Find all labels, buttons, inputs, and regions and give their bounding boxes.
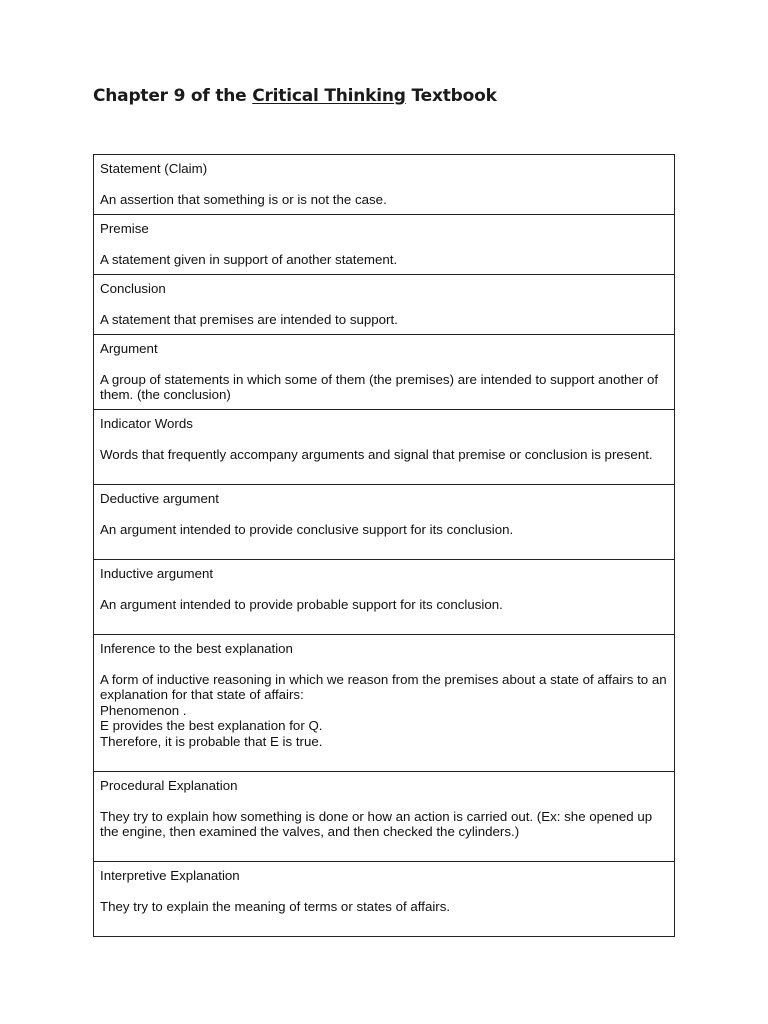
term-label: Premise <box>100 221 149 236</box>
term-label: Procedural Explanation <box>100 778 238 793</box>
table-cell <box>94 772 675 862</box>
term-definition: An argument intended to provide probable support for its conclusion. <box>100 596 503 612</box>
term-label: Inductive argument <box>100 566 214 581</box>
table-cell <box>94 215 675 275</box>
table-cell <box>94 560 675 635</box>
term-label: Deductive argument <box>100 491 219 506</box>
term-definition: They try to explain how something is done or how an action is carried out. (Ex: she opened up the engine, then examined the valves, and then checked the cylinders.) <box>100 808 653 839</box>
table-cell <box>94 335 675 410</box>
term-label: Indicator Words <box>100 416 193 431</box>
term-definition: They try to explain the meaning of terms or states of affairs. <box>100 898 451 914</box>
term-definition: A group of statements in which some of them (the premises) are intended to support another of them. (the conclusion) <box>100 371 659 402</box>
term-definition: An argument intended to provide conclusive support for its conclusion. <box>100 521 514 537</box>
table-cell <box>94 635 675 772</box>
table-row <box>94 772 675 862</box>
table-row <box>94 335 675 410</box>
table-cell <box>94 485 675 560</box>
term-label: Conclusion <box>100 281 166 296</box>
table-cell <box>94 410 675 485</box>
table-row <box>94 862 675 937</box>
definition-extra-line: E provides the best explanation for Q. <box>100 718 323 733</box>
term-label: Inference to the best explanation <box>100 641 293 656</box>
definition-extra-line: Phenomenon . <box>100 702 187 718</box>
table-cell <box>94 155 675 215</box>
title-suffix: Textbook <box>405 86 497 106</box>
table-row <box>94 275 675 335</box>
term-label: Statement (Claim) <box>100 161 208 176</box>
definition-extra-line: Therefore, it is probable that E is true. <box>100 733 323 749</box>
table-row <box>94 485 675 560</box>
term-definition: A statement given in support of another statement. <box>100 251 398 267</box>
definitions-table <box>93 154 675 937</box>
term-definition: An assertion that something is or is not the case. <box>100 191 387 207</box>
term-definition: A form of inductive reasoning in which we reason from the premises about a state of affairs to an explanation for that state of affairs: <box>100 671 667 702</box>
table-row <box>94 560 675 635</box>
term-definition: A statement that premises are intended to support. <box>100 311 398 327</box>
table-row <box>94 215 675 275</box>
title-prefix: Chapter 9 of the <box>93 86 253 106</box>
term-label: Interpretive Explanation <box>100 868 240 883</box>
table-cell <box>94 275 675 335</box>
table-row <box>94 410 675 485</box>
table-row <box>94 635 675 772</box>
term-definition: Words that frequently accompany arguments and signal that premise or conclusion is present. <box>100 446 653 462</box>
table-cell <box>94 862 675 937</box>
book-title: Critical Thinking <box>252 86 406 106</box>
term-label: Argument <box>100 341 158 356</box>
table-row <box>94 155 675 215</box>
page-title <box>93 86 497 106</box>
